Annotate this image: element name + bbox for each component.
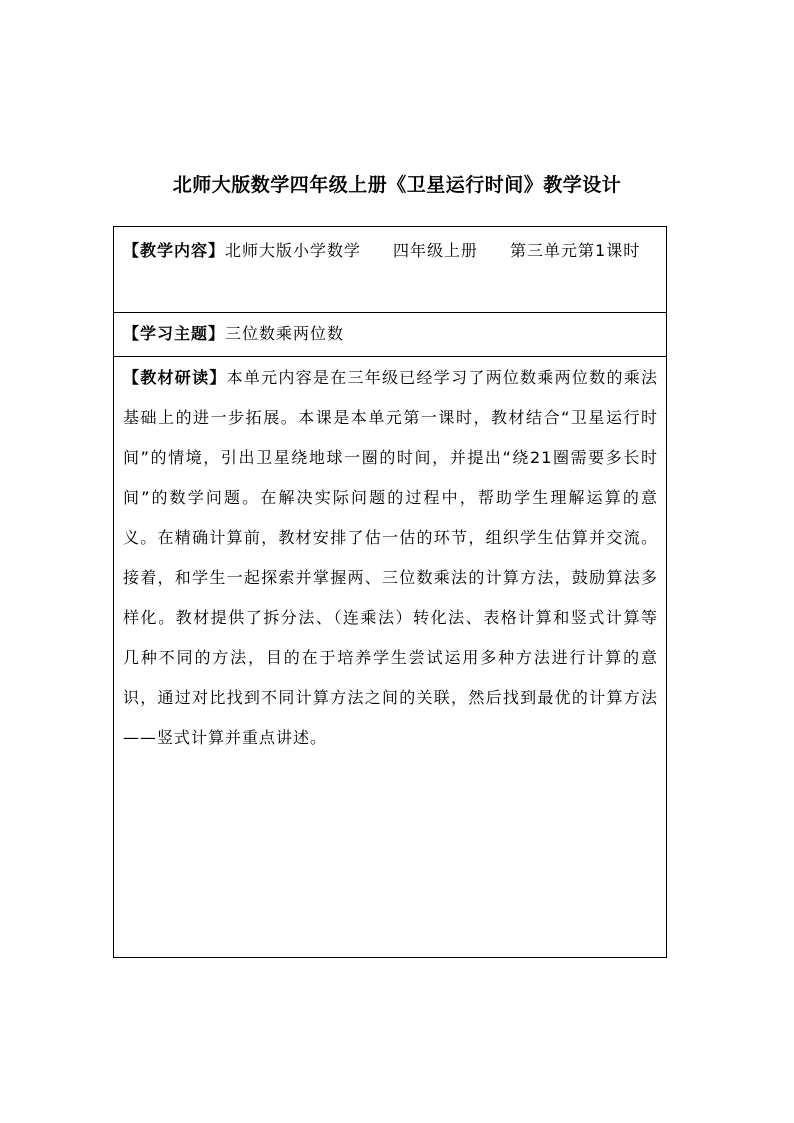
teaching-content-label: 【教学内容】: [123, 241, 226, 260]
grade-text: 四年级上册: [393, 241, 479, 260]
learning-topic-cell: [114, 313, 666, 354]
lesson-design-table: [113, 226, 667, 958]
learning-topic-text: 三位数乘两位数: [225, 324, 345, 343]
textbook-study-row: [114, 357, 666, 957]
teaching-content-row: [114, 227, 666, 313]
learning-topic-row: [114, 313, 666, 357]
learning-topic-label: 【学习主题】: [123, 324, 226, 343]
textbook-study-text: 本单元内容是在三年级已经学习了两位数乘两位数的乘法基础上的进一步拓展。本课是本单元第一课时，教材结合“卫星运行时间”的情境，引出卫星绕地球一圈的时间，并提出“绕21圈需要多长时间”的数学问题。在解决实际问题的过程中，帮助学生理解运算的意义。在精确计算前，教材安排了估一估的环节，组织学生估算并交流。接着，和学生一起探索并掌握两、三位数乘法的计算方法，鼓励算法多样化。教材提供了拆分法、（连乘法）转化法、表格计算和竖式计算等几种不同的方法，目的在于培养学生尝试运用多种方法进行计算的意识，通过对比找到不同计算方法之间的关联，然后找到最优的计算方法——竖式计算并重点讲述。: [123, 368, 658, 747]
textbook-study-label: 【教材研读】: [123, 368, 227, 387]
unit-text: 第三单元第1课时: [510, 241, 641, 260]
textbook-study-cell: [114, 357, 666, 758]
publisher-text: 北师大版小学数学: [225, 241, 362, 260]
teaching-content-cell: [114, 227, 666, 271]
document-title: 北师大版数学四年级上册《卫星运行时间》教学设计: [172, 174, 622, 196]
